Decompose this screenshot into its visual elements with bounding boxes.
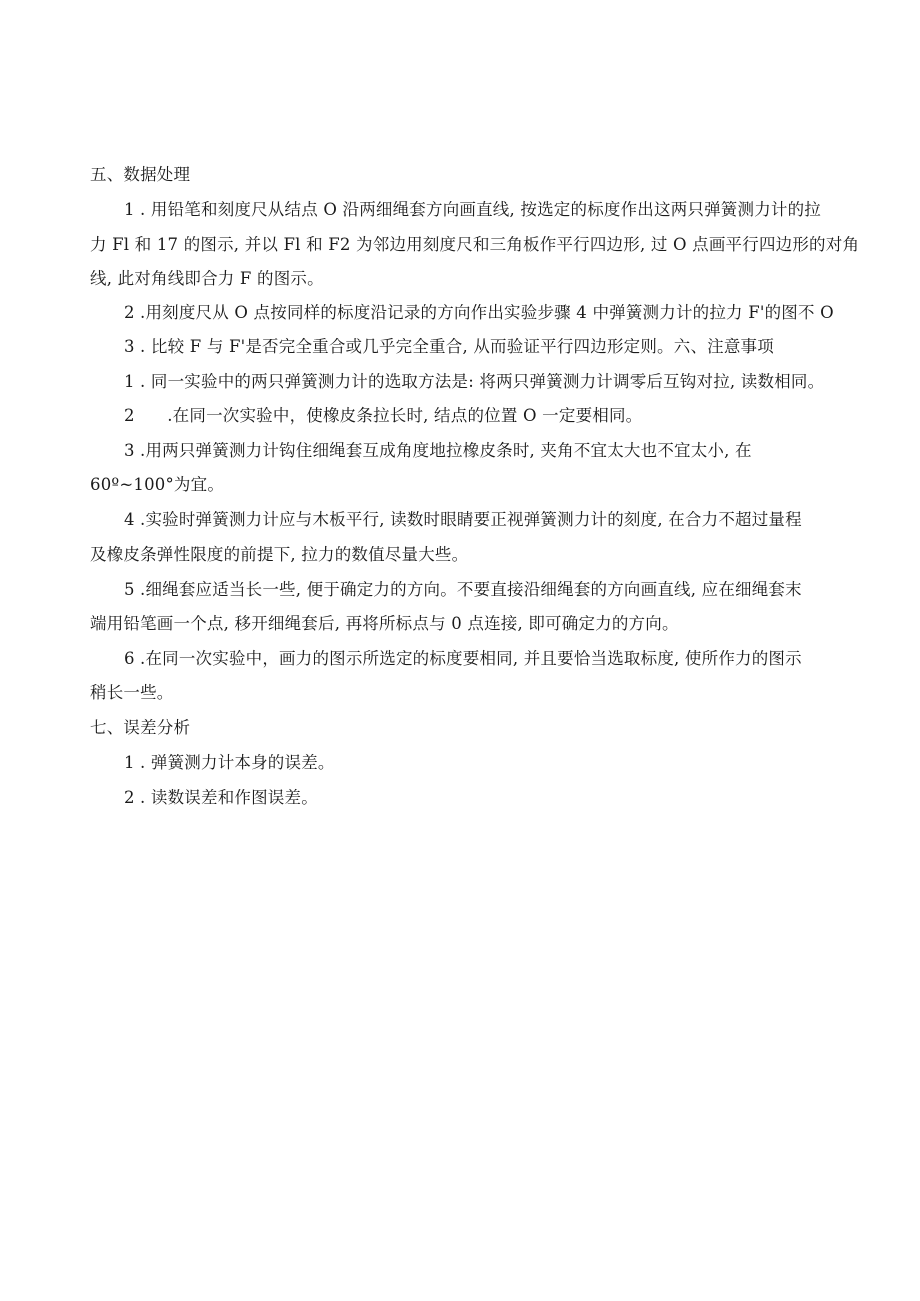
item-number: 1 xyxy=(124,200,135,219)
item-number: 2 xyxy=(124,788,135,807)
item-number: 2 xyxy=(124,406,135,425)
section-heading-error-analysis: 七、误差分析 xyxy=(90,718,191,737)
precautions-item-5-line-2: 端用铅笔画一个点, 移开细绳套后, 再将所标点与 0 点连接, 即可确定力的方向。 xyxy=(90,614,679,633)
item-text: .在同一次实验中，画力的图示所选定的标度要相同, 并且要恰当选取标度, 使所作力的图示 xyxy=(140,649,802,668)
data-processing-item-3 xyxy=(124,336,774,358)
precautions-item-3-line-1 xyxy=(124,440,752,462)
item-text: .细绳套应适当长一些, 便于确定力的方向。不要直接沿细绳套的方向画直线, 应在细绳套末 xyxy=(140,580,802,599)
item-text: .用刻度尺从 O 点按同样的标度沿记录的方向作出实验步骤 4 中弹簧测力计的拉力 F'的图不 O xyxy=(140,303,834,322)
item-number: 1 xyxy=(124,753,135,772)
precautions-item-3-line-2: 60º~100°为宜。 xyxy=(90,475,225,494)
item-text: .在同一次实验中，使橡皮条拉长时, 结点的位置 O 一定要相同。 xyxy=(140,406,643,425)
precautions-item-5-line-1 xyxy=(124,579,802,601)
item-text: . 比较 F 与 F'是否完全重合或几乎完全重合, 从而验证平行四边形定则。六、注意事项 xyxy=(140,337,774,356)
error-analysis-item-1 xyxy=(124,752,335,774)
data-processing-item-2 xyxy=(124,302,834,324)
data-processing-item-1-line-2: 力 Fl 和 17 的图示, 并以 Fl 和 F2 为邻边用刻度尺和三角板作平行四边形, 过 O 点画平行四边形的对角 xyxy=(90,235,860,254)
item-number: 5 xyxy=(124,580,135,599)
section-heading-data-processing: 五、数据处理 xyxy=(90,165,191,184)
item-text: .用两只弹簧测力计钩住细绳套互成角度地拉橡皮条时, 夹角不宜太大也不宜太小, 在 xyxy=(140,441,752,460)
precautions-item-6-line-1 xyxy=(124,648,802,670)
data-processing-item-1-line-1 xyxy=(124,199,821,221)
precautions-item-1 xyxy=(124,371,824,393)
item-number: 1 xyxy=(124,372,135,391)
precautions-item-4-line-1 xyxy=(124,509,802,531)
item-text: .实验时弹簧测力计应与木板平行, 读数时眼睛要正视弹簧测力计的刻度, 在合力不超过量程 xyxy=(140,510,802,529)
item-text: . 用铅笔和刻度尺从结点 O 沿两细绳套方向画直线, 按选定的标度作出这两只弹簧测力计的拉 xyxy=(140,200,821,219)
precautions-item-6-line-2: 稍长一些。 xyxy=(90,683,174,702)
error-analysis-item-2 xyxy=(124,787,318,809)
item-number: 3 xyxy=(124,337,135,356)
item-number: 6 xyxy=(124,649,135,668)
item-text: . 弹簧测力计本身的误差。 xyxy=(140,753,335,772)
item-number: 2 xyxy=(124,303,135,322)
item-number: 3 xyxy=(124,441,135,460)
data-processing-item-1-line-3: 线, 此对角线即合力 F 的图示。 xyxy=(90,269,324,288)
item-text: . 读数误差和作图误差。 xyxy=(140,788,318,807)
item-number: 4 xyxy=(124,510,135,529)
item-text: . 同一实验中的两只弹簧测力计的选取方法是: 将两只弹簧测力计调零后互钩对拉, 读数相同。 xyxy=(140,372,825,391)
precautions-item-4-line-2: 及橡皮条弹性限度的前提下, 拉力的数值尽量大些。 xyxy=(90,545,469,564)
precautions-item-2 xyxy=(124,405,642,427)
